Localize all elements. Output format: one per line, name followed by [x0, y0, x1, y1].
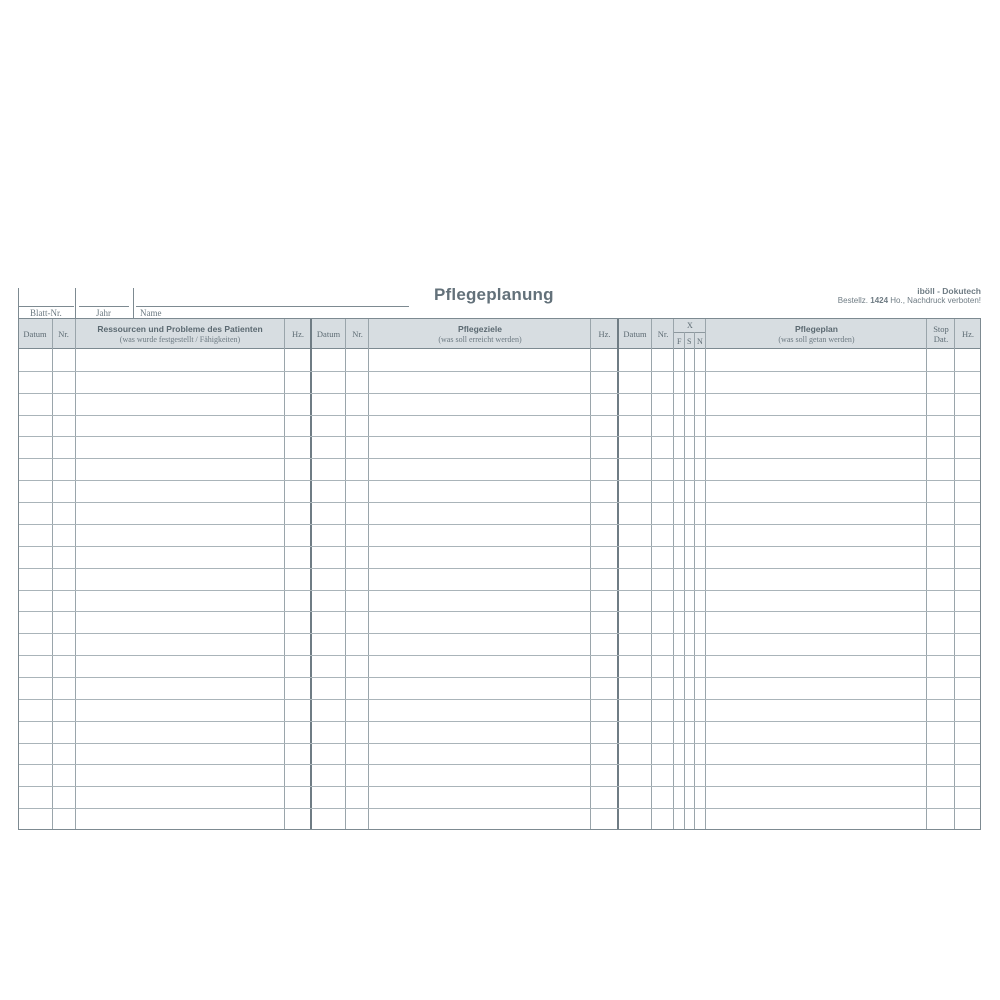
care-plan-table — [18, 318, 981, 830]
jahr-label: Jahr — [96, 308, 111, 318]
name-field-tick — [133, 288, 134, 318]
col-nr-2-label: Nr. — [352, 328, 363, 339]
col-ressourcen-sub: (was wurde festgestellt / Fähigkeiten) — [119, 334, 241, 344]
col-pflegeplan-sub: (was soll getan werden) — [778, 334, 855, 344]
col-hz-1-label: Hz. — [291, 328, 305, 339]
col-ressourcen-title: Ressourcen und Probleme des Patienten — [97, 323, 263, 334]
col-hz-2-label: Hz. — [598, 328, 611, 339]
blatt-field-line — [18, 306, 74, 307]
order-info — [838, 296, 981, 306]
col-s-label: S — [687, 337, 692, 346]
name-label: Name — [140, 308, 162, 318]
table-frame — [18, 318, 981, 830]
publisher-info — [838, 286, 981, 306]
col-pflegeplan-title: Pflegeplan — [795, 323, 838, 334]
col-nr-3-label: Nr. — [657, 328, 669, 339]
col-datum-3-label: Datum — [623, 328, 647, 339]
col-n-label: N — [697, 337, 703, 346]
blatt-field-tick — [18, 288, 19, 318]
name-field-line[interactable] — [136, 306, 409, 307]
col-x-label: X — [687, 321, 693, 330]
col-datum-1-label: Datum — [23, 328, 47, 339]
col-stop-line1: Stop — [933, 323, 949, 334]
col-stop-line2: Dat. — [933, 333, 949, 344]
col-pflegeziele-title: Pflegeziele — [458, 323, 502, 334]
order-number: 1424 — [870, 296, 889, 305]
col-hz-3-label: Hz. — [961, 328, 975, 339]
col-f-label: F — [677, 337, 682, 346]
col-pflegeziele-sub: (was soll erreicht werden) — [438, 334, 522, 344]
col-datum-2-label: Datum — [316, 328, 341, 339]
jahr-field-tick — [75, 288, 76, 318]
blatt-nr-label: Blatt-Nr. — [30, 308, 62, 318]
form-title: Pflegeplanung — [434, 285, 554, 304]
publisher-name: iböll - Dokutech — [917, 286, 981, 296]
col-nr-1-label: Nr. — [58, 328, 69, 339]
jahr-field-line[interactable] — [79, 306, 129, 307]
order-prefix: Bestellz. — [837, 296, 869, 305]
order-suffix: Ho., Nachdruck verboten! — [890, 296, 981, 305]
